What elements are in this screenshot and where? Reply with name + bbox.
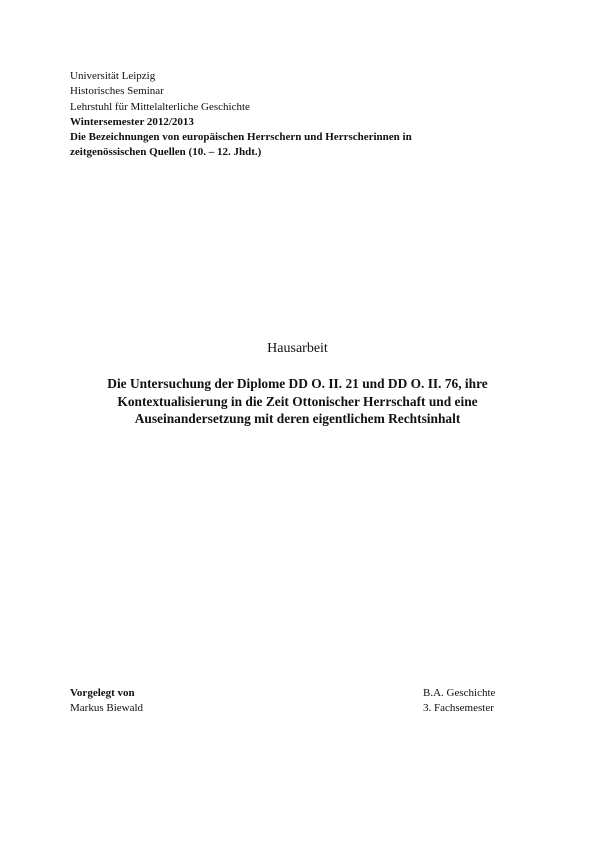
author-name: Markus Biewald	[70, 702, 144, 715]
seminar-title-line-1: Die Bezeichnungen von europäischen Herrschern und Herrscherinnen in	[70, 131, 412, 144]
submitted-by-label: Vorgelegt von	[70, 687, 135, 699]
paper-title	[70, 375, 525, 428]
paper-title-line-2: Kontextualisierung in die Zeit Ottonischer Herrschaft und eine	[117, 393, 478, 409]
university-name: Universität Leipzig	[70, 70, 156, 82]
document-type: Hausarbeit	[267, 341, 328, 356]
paper-title-line-1: Die Untersuchung der Diplome DD O. II. 21 und DD O. II. 76, ihre	[107, 376, 488, 391]
seminar-title-line-2: zeitgenössischen Quellen (10. – 12. Jhdt.)	[70, 146, 262, 159]
study-info-block	[423, 686, 495, 717]
institute-name: Historisches Seminar	[70, 85, 164, 98]
semester-label: Wintersemester 2012/2013	[70, 115, 194, 128]
paper-title-line-3: Auseinandersetzung mit deren eigentlichem Rechtsinhalt	[134, 411, 461, 427]
semester-count: 3. Fachsemester	[423, 702, 494, 715]
institution-header	[70, 69, 540, 161]
degree-program: B.A. Geschichte	[423, 687, 496, 699]
author-block	[70, 686, 143, 717]
chair-name: Lehrstuhl für Mittelalterliche Geschichte	[70, 100, 250, 113]
